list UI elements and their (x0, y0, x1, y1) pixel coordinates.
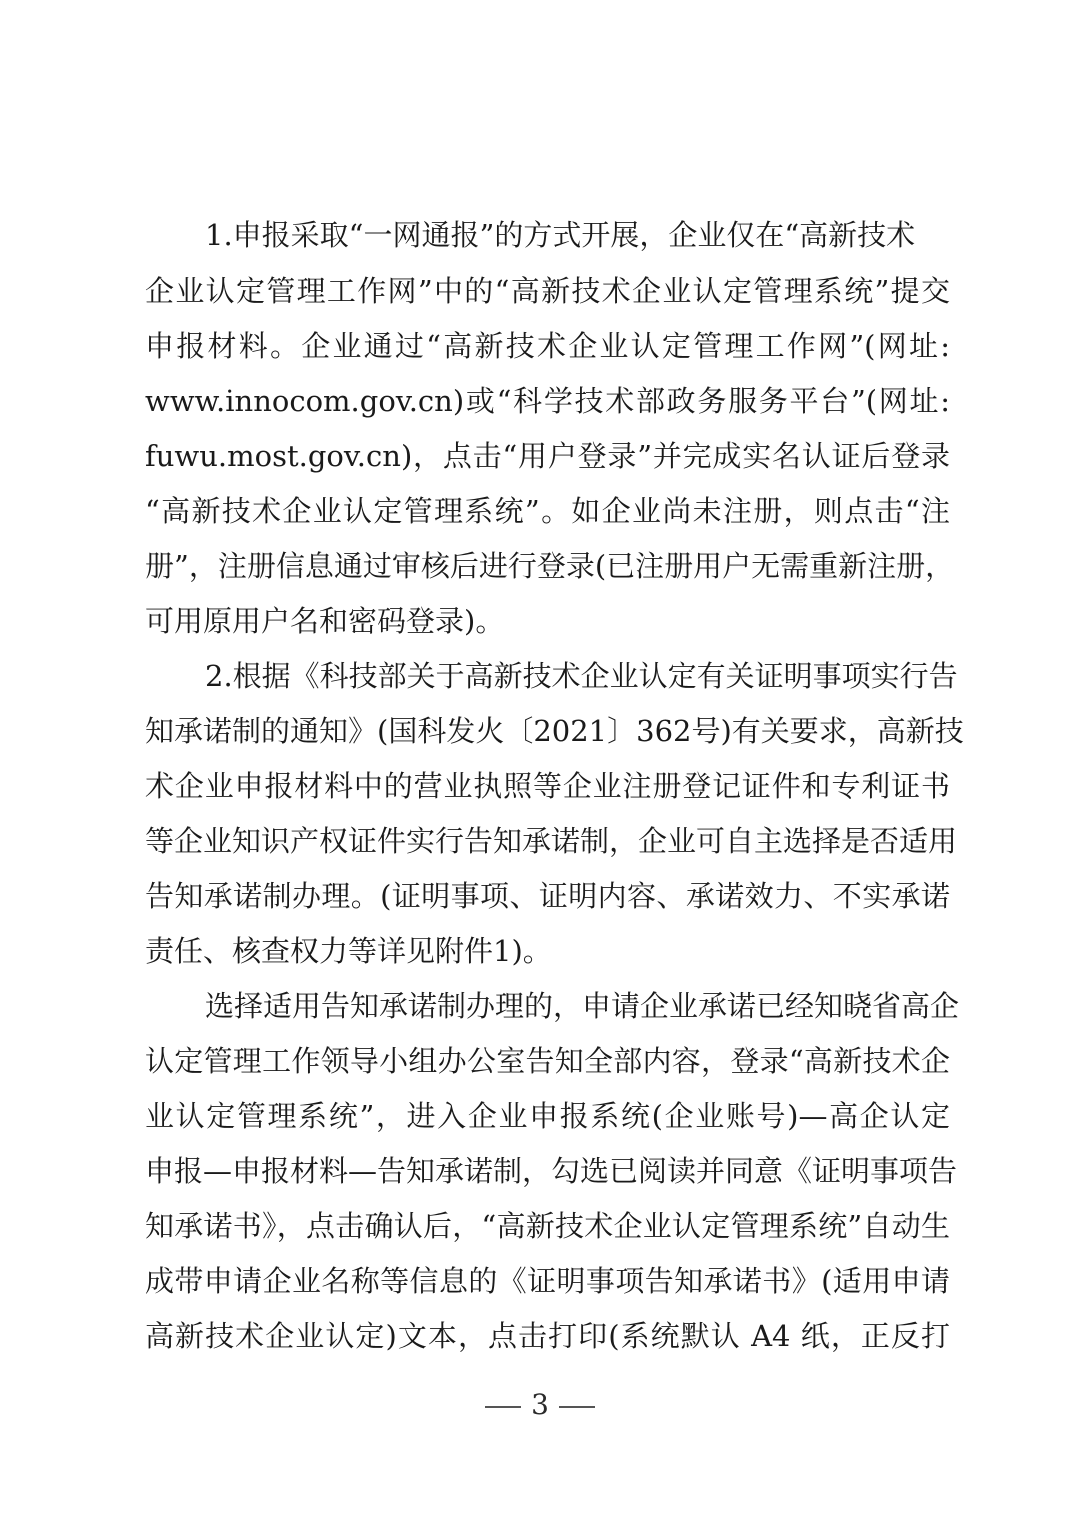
page-footer (0, 1385, 1080, 1425)
text-line: 企业认定管理工作网”中的“高新技术企业认定管理系统”提交 (145, 274, 950, 308)
text-line: 告知承诺制办理。(证明事项、证明内容、承诺效力、不实承诺 (145, 879, 950, 913)
text-line: 2.根据《科技部关于高新技术企业认定有关证明事项实行告 (205, 659, 958, 693)
text-line: “高新技术企业认定管理系统”。如企业尚未注册，则点击“注 (145, 494, 950, 528)
text-line: 术企业申报材料中的营业执照等企业注册登记证件和专利证书 (145, 769, 950, 803)
text-line: 1.申报采取“一网通报”的方式开展，企业仅在“高新技术 (205, 218, 916, 252)
text-line: 申报材料。企业通过“高新技术企业认定管理工作网”(网址: (145, 329, 950, 363)
text-line: 知承诺制的通知》(国科发火〔2021〕362号)有关要求，高新技 (145, 714, 964, 748)
text-line: 选择适用告知承诺制办理的，申请企业承诺已经知晓省高企 (205, 989, 960, 1023)
text-line: www.innocom.gov.cn)或“科学技术部政务服务平台”(网址: (145, 384, 950, 418)
footer-dash-right (559, 1406, 595, 1408)
text-line: 业认定管理系统”，进入企业申报系统(企业账号)—高企认定 (145, 1099, 950, 1133)
text-line: 知承诺书》，点击确认后，“高新技术企业认定管理系统”自动生 (145, 1209, 950, 1243)
text-line: 成带申请企业名称等信息的《证明事项告知承诺书》(适用申请 (145, 1264, 950, 1298)
text-line: 等企业知识产权证件实行告知承诺制，企业可自主选择是否适用 (145, 824, 958, 858)
footer-dash-left (485, 1406, 521, 1408)
text-line: 高新技术企业认定)文本，点击打印(系统默认 A4 纸，正反打 (145, 1319, 950, 1353)
text-line: 认定管理工作领导小组办公室告知全部内容，登录“高新技术企 (145, 1044, 950, 1078)
page-number: 3 (531, 1388, 549, 1421)
text-line: 册”，注册信息通过审核后进行登录(已注册用户无需重新注册， (145, 549, 955, 583)
text-line: 申报—申报材料—告知承诺制，勾选已阅读并同意《证明事项告 (145, 1154, 958, 1188)
text-line: 可用原用户名和密码登录)。 (145, 604, 505, 638)
text-line: fuwu.most.gov.cn)，点击“用户登录”并完成实名认证后登录 (145, 439, 950, 473)
text-line: 责任、核查权力等详见附件1)。 (145, 934, 552, 968)
